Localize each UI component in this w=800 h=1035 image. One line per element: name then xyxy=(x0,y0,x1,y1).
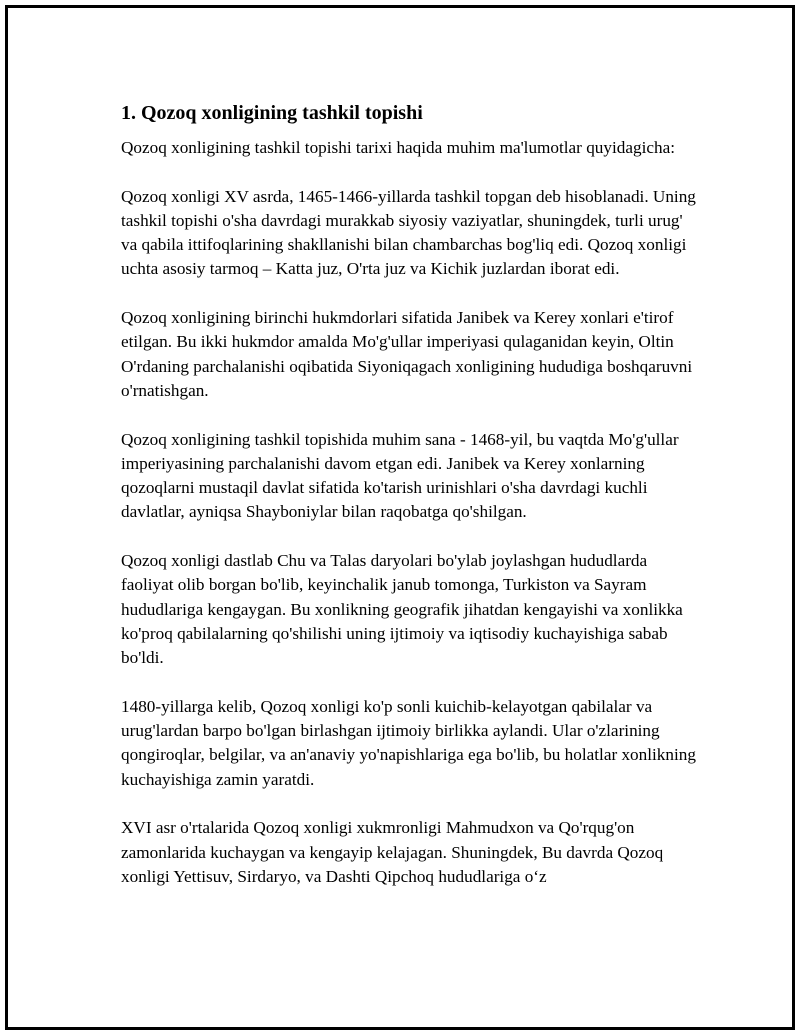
paragraph-founding: Qozoq xonligi XV asrda, 1465-1466-yillarda tashkil topgan deb hisoblanadi. Uning tashkil topishi o'sha davrdagi murakkab siyosiy vaziyatlar, shuningdek, turli urug' va qabila ittifoqlarining shakllanishi bilan chambarchas bog'liq edi. Qozoq xonligi uchta asosiy tarmoq – Katta juz, O'rta juz va Kichik juzlardan iborat edi. xyxy=(121,186,696,279)
document-body xyxy=(121,100,701,889)
paragraph-1480s: 1480-yillarga kelib, Qozoq xonligi ko'p sonli kuichib-kelayotgan qabilalar va urug'lardan barpo bo'lgan birlashgan ijtimoiy birlikka aylandi. Ular o'zlarining qongiroqlar, belgilar, va an'anaviy yo'napishlariga ega bo'lib, bu holatlar xonlikning kuchayishiga zamin yaratdi. xyxy=(121,696,696,789)
paragraph-expansion: Qozoq xonligi dastlab Chu va Talas daryolari bo'ylab joylashgan hududlarda faoliyat olib borgan bo'lib, keyinchalik janub tomonga, Turkiston va Sayram hududlariga kengaygan. Bu xonlikning geografik jihatdan kengayishi va xonlikka ko'proq qabilalarning qo'shilishi uning ijtimoiy va iqtisodiy kuchayishiga sabab bo'ldi. xyxy=(121,551,683,668)
paragraph-key-date: Qozoq xonligining tashkil topishida muhim sana - 1468-yil, bu vaqtda Mo'g'ullar imperiyasining parchalanishi davom etgan edi. Janibek va Kerey xonlarning qozoqlarni mustaqil davlat sifatida ko'tarish urinishlari o'sha davrdagi kuchli davlatlar, ayniqsa Shayboniylar bilan raqobatga qo'shilgan. xyxy=(121,429,679,522)
paragraph-16th-century: XVI asr o'rtalarida Qozoq xonligi xukmronligi Mahmudxon va Qo'rqug'on zamonlarida kuchaygan va kengayip kelajagan. Shuningdek, Bu davrda Qozoq xonligi Yettisuv, Sirdaryo, va Dashti Qipchoq hududlariga o‘z xyxy=(121,818,664,886)
page-frame xyxy=(5,5,795,1030)
section-heading: 1. Qozoq xonligining tashkil topishi xyxy=(121,102,423,124)
paragraph-first-rulers: Qozoq xonligining birinchi hukmdorlari sifatida Janibek va Kerey xonlari e'tirof etilgan. Bu ikki hukmdor amalda Mo'g'ullar imperiyasi qulaganidan keyin, Oltin O'rdaning parchalanishi oqibatida Siyoniqagach xonligining hududiga boshqaruvni o'rnatishgan. xyxy=(121,308,693,400)
paragraph-intro: Qozoq xonligining tashkil topishi tarixi haqida muhim ma'lumotlar quyidagicha: xyxy=(121,138,675,157)
